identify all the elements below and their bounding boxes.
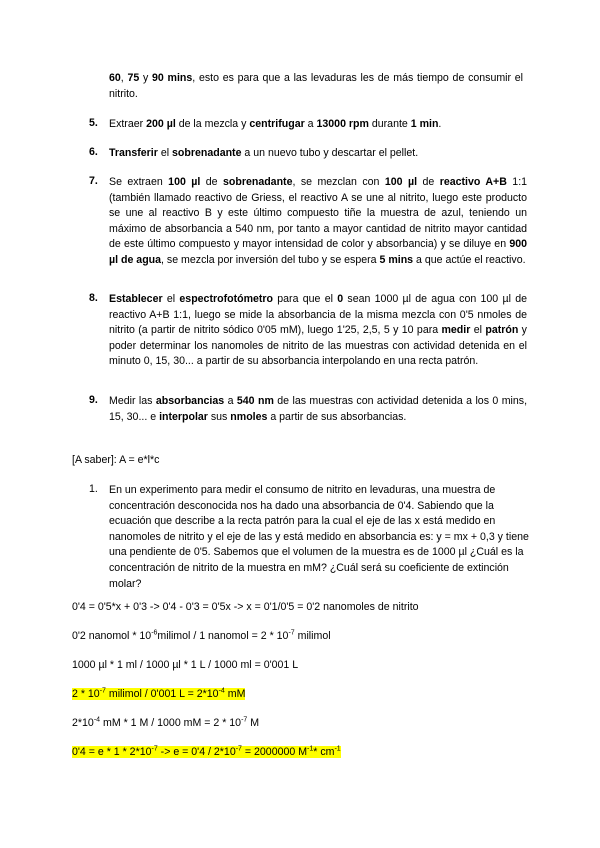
- text: sean 1000 µl de agua con 100 µl de reactivo A+B 1:1, luego se mide la absorbancia de la misma mezcla con 0'5 nmoles de nitrito (a partir de nitrito sódico 0'05 mM), luego 1'25, 2,5, 5 y 10 para: [109, 293, 527, 337]
- bold-text: 100 µl: [384, 176, 418, 188]
- step7-number: 7.: [89, 175, 98, 187]
- bold-text: nmoles: [230, 410, 268, 423]
- step4-continuation: [109, 71, 523, 102]
- bold-text: Establecer: [109, 293, 163, 305]
- bold-text: Transferir: [109, 147, 158, 159]
- text: a un nuevo tubo y descartar el pellet.: [241, 147, 419, 159]
- text: milimol / 0'001 L = 2*10: [105, 688, 219, 700]
- bold-text: 60: [109, 72, 121, 84]
- calc-line-3: 1000 µl * 1 ml / 1000 µl * 1 L / 1000 ml = 0'001 L: [72, 659, 299, 671]
- step9-text: [109, 394, 527, 425]
- bold-text: centrifugar: [249, 118, 305, 130]
- text: ,: [120, 72, 128, 84]
- text: de: [200, 176, 223, 188]
- calc-line-2: [72, 629, 331, 645]
- bold-text: 200 µl: [146, 118, 176, 130]
- superscript: -7: [151, 745, 158, 753]
- step9-number: 9.: [89, 394, 98, 406]
- bold-text: 75: [127, 72, 140, 84]
- superscript: -1: [307, 745, 314, 753]
- text: M: [247, 717, 260, 729]
- text: a: [224, 395, 237, 407]
- bold-text: 90 mins: [152, 72, 193, 84]
- step8-number: 8.: [89, 292, 98, 304]
- text: de la mezcla y: [175, 118, 250, 130]
- problem-number: 1.: [89, 483, 98, 495]
- a-saber-note: [A saber]: A = e*l*c: [72, 454, 160, 466]
- text: el: [470, 324, 486, 337]
- text: Se extraen: [109, 176, 169, 188]
- bold-text: espectrofotómetro: [179, 293, 273, 305]
- bold-text: 13000 rpm: [316, 118, 369, 130]
- superscript: -7: [99, 687, 106, 695]
- text: Medir las: [109, 395, 156, 407]
- text: 2*10: [72, 717, 94, 729]
- bold-text: sobrenadante: [223, 176, 293, 188]
- bold-text: reactivo A+B: [439, 176, 507, 188]
- bold-text: 5 mins: [379, 253, 414, 266]
- text: , se mezclan con: [292, 176, 385, 188]
- bold-text: 900 µl de agua: [109, 238, 527, 266]
- bold-text: interpolar: [159, 410, 208, 423]
- text: y: [139, 72, 153, 84]
- text: , se mezcla por inversión del tubo y se espera: [161, 253, 380, 266]
- text: a partir de sus absorbancias.: [267, 410, 407, 423]
- text: durante: [368, 118, 411, 130]
- step5-text: [109, 117, 529, 133]
- superscript: -7: [241, 716, 248, 724]
- bold-text: 0: [337, 293, 344, 305]
- text: y poder determinar los nanomoles de nitrito de las muestras con actividad detenida en el minuto 0, 15, 30... a partir de su absorbancia interpolando en una recta patrón.: [109, 324, 527, 368]
- calc-line-4-highlighted: [72, 687, 245, 703]
- bold-text: 1 min: [410, 118, 439, 130]
- text: 0'4 = e * 1 * 2*10: [72, 746, 152, 758]
- text: 1:1 (también llamado reactivo de Griess, el reactivo A se une al nitrito, luego este producto se une al reactivo B y este último compuesto tiñe la muestra de azul, teniendo un máximo de absorbancia a 540 nm, por tanto a mayor cantidad de nitrito mayor cantidad de este último compuesto y mayor intensidad de color y absorbancia) y se diluye en: [109, 176, 528, 251]
- bold-text: 100 µl: [168, 176, 201, 188]
- text: 0'2 nanomol * 10: [72, 630, 152, 642]
- text: = 2000000 M: [241, 746, 308, 758]
- step7-text: [109, 175, 527, 269]
- superscript: -4: [218, 687, 225, 695]
- bold-text: sobrenadante: [172, 147, 242, 159]
- step8-text: [109, 292, 527, 370]
- bold-text: absorbancias: [155, 395, 225, 407]
- text: * cm: [313, 746, 335, 758]
- text: mM * 1 M / 1000 mM = 2 * 10: [100, 717, 242, 729]
- text: sus: [207, 410, 231, 423]
- text: el: [162, 293, 180, 305]
- bold-text: patrón: [485, 324, 519, 337]
- bold-text: 540 nm: [236, 395, 274, 407]
- text: para que el: [273, 293, 338, 305]
- text: Extraer: [109, 118, 147, 130]
- superscript: -1: [334, 745, 341, 753]
- superscript: -7: [235, 745, 242, 753]
- text: el: [157, 147, 173, 159]
- text: -> e = 0'4 / 2*10: [157, 746, 236, 758]
- text: a: [304, 118, 317, 130]
- superscript: -6: [151, 629, 158, 637]
- superscript: -7: [288, 629, 295, 637]
- text: milimol: [294, 630, 331, 642]
- text: de las muestras con actividad detenida a los 0 mins, 15, 30... e: [109, 395, 528, 423]
- calc-line-6-highlighted: [72, 745, 341, 761]
- bold-text: medir: [441, 324, 471, 337]
- text: , esto es para que a las levaduras les de más tiempo de consumir el nitrito.: [109, 72, 524, 100]
- step5-number: 5.: [89, 117, 98, 129]
- text: de: [417, 176, 440, 188]
- text: mM: [224, 688, 246, 700]
- problem-text: En un experimento para medir el consumo de nitrito en levaduras, una muestra de concentración desconocida nos ha dado una absorbancia de 0'4. Sabiendo que la ecuación que describe a la recta patrón para la cual el eje de las x está medido en nanomoles de nitrito y el eje de las y está medido en absorbancia es: y = mx + 0,3 y tiene una pendiente de 0'5. Sabemos que el volumen de la muestra es de 1000 µl ¿Cuál es la concentración de nitrito de la muestra en mM? ¿Cuál será su coeficiente de extinción molar?: [109, 484, 529, 590]
- superscript: -4: [93, 716, 101, 724]
- text: 2 * 10: [72, 688, 100, 700]
- text: .: [438, 118, 442, 130]
- step6-number: 6.: [89, 146, 98, 158]
- step6-text: [109, 146, 529, 162]
- calc-line-1: 0'4 = 0'5*x + 0'3 -> 0'4 - 0'3 = 0'5x -> x = 0'1/0'5 = 0'2 nanomoles de nitrito: [72, 601, 419, 613]
- calc-line-5: [72, 716, 259, 732]
- text: a que actúe el reactivo.: [413, 253, 526, 266]
- text: milimol / 1 nanomol = 2 * 10: [157, 630, 289, 642]
